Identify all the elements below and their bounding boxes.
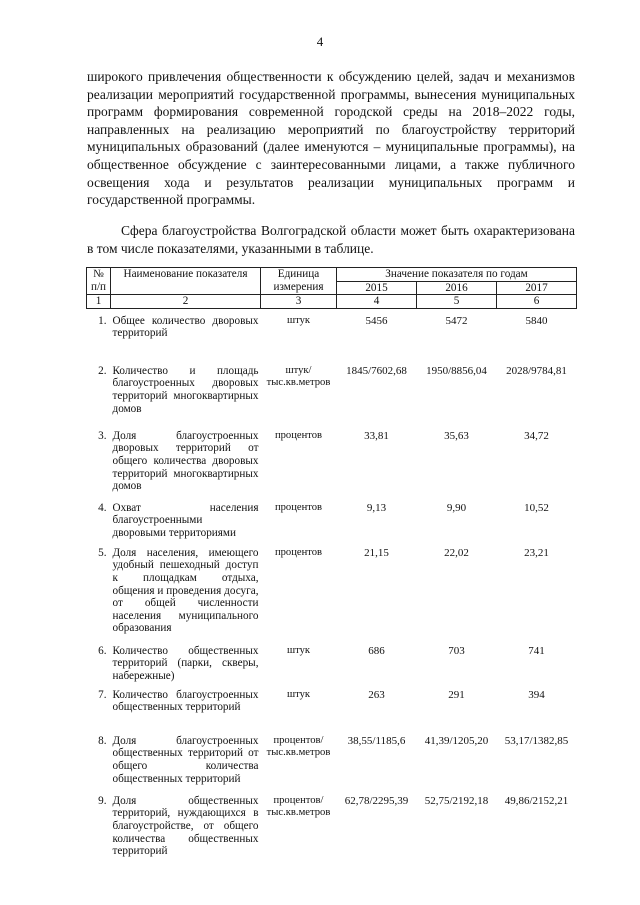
row-name: Доля населения, имеющего удобный пешеходный доступ к площадкам отдыха, общения и проведения досуга, от общей численности населения муниципального образования: [112, 546, 259, 635]
table-row: [87, 502, 577, 547]
column-number: 1: [87, 295, 111, 309]
row-value-2016: 703: [448, 644, 465, 657]
row-num: 5.: [98, 546, 107, 559]
intro-paragraph: широкого привлечения общественности к обсуждению целей, задач и механизмов реализации мероприятий государственной программы, вынесения муниципальных программ формирования современной городской среды на 2018–2022 годы, направленных на реализацию мероприятий по благоустройству территорий муниципальных образований (далее именуются – муниципальные программы), на общественное обсуждение с заинтересованными лицами, а также публичного освещения хода и результатов реализации муниципальных программ и государственной программы.: [87, 69, 575, 208]
row-value-2015: 21,15: [364, 546, 389, 559]
row-value-2016: 35,63: [444, 429, 469, 442]
table-row: [87, 735, 577, 795]
column-numbers-row: [87, 295, 577, 309]
table-row: [87, 795, 577, 859]
row-unit: штук: [286, 644, 311, 656]
header-name: Наименование показателя: [111, 268, 261, 295]
table-row: [87, 430, 577, 502]
column-number: 6: [497, 295, 577, 309]
header-year-2016: 2016: [417, 281, 497, 295]
row-num: 4.: [98, 501, 107, 514]
row-value-2015: 9,13: [366, 501, 387, 514]
row-value-2015: 62,78/2295,39: [344, 794, 409, 807]
row-name: Охват населения благоустроенными дворовыми территориями: [112, 501, 259, 539]
row-value-2015: 263: [368, 688, 385, 701]
row-value-2017: 49,86/2152,21: [504, 794, 569, 807]
table-row: [87, 365, 577, 430]
table-row: [87, 689, 577, 735]
row-value-2015: 5456: [365, 314, 388, 327]
row-value-2015: 33,81: [364, 429, 389, 442]
indicators-table: [86, 267, 577, 859]
row-unit: процентов: [274, 546, 323, 558]
row-unit: процентов/ тыс.кв.метров: [266, 734, 331, 759]
row-value-2017: 394: [528, 688, 545, 701]
row-num: 6.: [98, 644, 107, 657]
row-name: Доля благоустроенных дворовых территорий от общего количества дворовых территорий многоквартирных домов: [112, 429, 259, 493]
row-unit: штук/ тыс.кв.метров: [266, 364, 331, 389]
table-header-row: [87, 268, 577, 282]
row-num: 7.: [98, 688, 107, 701]
row-value-2017: 10,52: [524, 501, 549, 514]
row-num: 1.: [98, 314, 107, 327]
row-unit: штук: [286, 314, 311, 326]
table-intro-paragraph: Сфера благоустройства Волгоградской области может быть охарактеризована в том числе показателями, указанными в таблице.: [87, 223, 575, 256]
row-num: 2.: [98, 364, 107, 377]
row-value-2016: 9,90: [446, 501, 467, 514]
row-value-2017: 53,17/1382,85: [504, 734, 569, 747]
table-row: [87, 645, 577, 689]
row-value-2016: 41,39/1205,20: [424, 734, 489, 747]
row-num: 3.: [98, 429, 107, 442]
row-value-2017: 5840: [525, 314, 548, 327]
row-value-2016: 52,75/2192,18: [424, 794, 489, 807]
row-value-2016: 22,02: [444, 546, 469, 559]
column-number: 2: [111, 295, 261, 309]
row-name: Доля общественных территорий, нуждающихся в благоустройстве, от общего количества общественных территорий: [112, 794, 259, 858]
page-number: 4: [316, 34, 324, 49]
row-value-2017: 23,21: [524, 546, 549, 559]
row-name: Количество благоустроенных общественных территорий: [112, 688, 259, 714]
row-value-2015: 686: [368, 644, 385, 657]
table-row: [87, 547, 577, 645]
row-unit: процентов/ тыс.кв.метров: [266, 794, 331, 819]
header-values-group: Значение показателя по годам: [337, 268, 577, 282]
header-unit: Единица измерения: [261, 268, 337, 295]
row-name: Количество и площадь благоустроенных дворовых территорий многоквартирных домов: [112, 364, 259, 415]
row-value-2015: 38,55/1185,6: [347, 734, 406, 747]
row-value-2017: 34,72: [524, 429, 549, 442]
row-name: Общее количество дворовых территорий: [112, 314, 259, 340]
row-name: Количество общественных территорий (парки, скверы, набережные): [112, 644, 259, 682]
row-num: 8.: [98, 734, 107, 747]
column-number: 5: [417, 295, 497, 309]
row-value-2017: 741: [528, 644, 545, 657]
header-year-2017: 2017: [497, 281, 577, 295]
row-value-2015: 1845/7602,68: [346, 364, 407, 377]
row-value-2016: 5472: [445, 314, 468, 327]
row-unit: штук: [286, 688, 311, 700]
column-number: 4: [337, 295, 417, 309]
row-value-2017: 2028/9784,81: [506, 364, 567, 377]
header-year-2015: 2015: [337, 281, 417, 295]
row-unit: процентов: [274, 429, 323, 441]
row-num: 9.: [98, 794, 107, 807]
row-value-2016: 291: [448, 688, 465, 701]
column-number: 3: [261, 295, 337, 309]
row-value-2016: 1950/8856,04: [426, 364, 487, 377]
row-unit: процентов: [274, 501, 323, 513]
table-row: [87, 315, 577, 365]
row-name: Доля благоустроенных общественных территорий от общего количества общественных территорий: [112, 734, 259, 785]
header-num: № п/п: [87, 268, 111, 295]
